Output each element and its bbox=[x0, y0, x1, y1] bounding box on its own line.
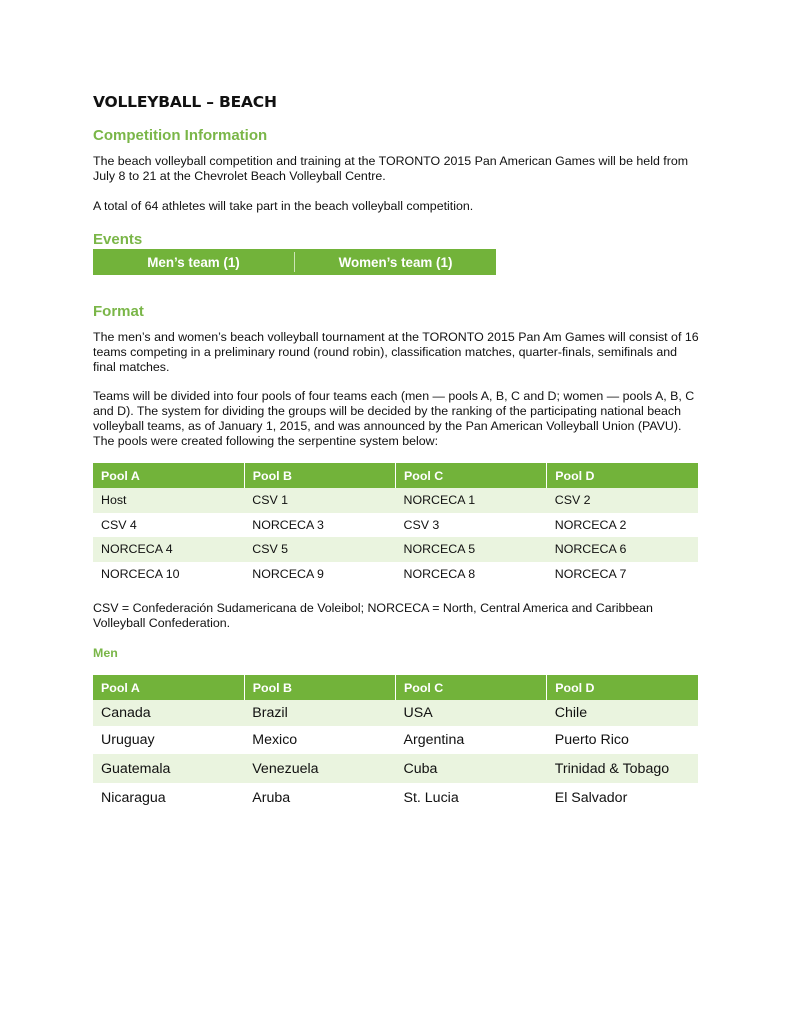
table-cell: NORCECA 6 bbox=[547, 537, 698, 562]
format-heading: Format bbox=[93, 303, 144, 320]
table-row bbox=[93, 537, 698, 562]
table-cell: Argentina bbox=[403, 732, 465, 748]
table-cell: NORCECA 2 bbox=[554, 517, 627, 532]
table-row bbox=[93, 513, 698, 538]
table-cell: Puerto Rico bbox=[554, 732, 629, 748]
table-cell: Venezuela bbox=[244, 754, 395, 783]
table-cell: Host bbox=[93, 488, 244, 513]
header-pool-c: Pool C bbox=[396, 675, 547, 700]
table-cell: NORCECA 1 bbox=[396, 488, 547, 513]
table-cell: Aruba bbox=[252, 789, 291, 806]
table-cell: Brazil bbox=[244, 700, 395, 726]
header-pool-b: Pool B bbox=[244, 463, 395, 488]
header-pool-d: Pool D bbox=[547, 675, 698, 700]
table-cell: USA bbox=[396, 700, 547, 726]
table-cell: NORCECA 8 bbox=[403, 566, 476, 581]
serpentine-table bbox=[93, 463, 698, 586]
table-row bbox=[93, 726, 698, 754]
table-cell: CSV 5 bbox=[244, 537, 395, 562]
table-cell: NORCECA 7 bbox=[554, 566, 627, 581]
table-cell: St. Lucia bbox=[403, 789, 459, 806]
header-pool-a: Pool A bbox=[93, 675, 244, 700]
competition-paragraph-2: A total of 64 athletes will take part in the beach volleyball competition. bbox=[93, 199, 474, 213]
event-mens-team: Men’s team (1) bbox=[147, 254, 240, 270]
competition-heading: Competition Information bbox=[93, 127, 268, 144]
table-cell: Nicaragua bbox=[101, 789, 166, 806]
table-cell: El Salvador bbox=[554, 789, 628, 806]
table-cell: Canada bbox=[93, 700, 244, 726]
table-cell: Chile bbox=[547, 700, 698, 726]
events-heading: Events bbox=[93, 231, 143, 248]
header-pool-b: Pool B bbox=[244, 675, 395, 700]
men-pools-table bbox=[93, 675, 698, 812]
men-label: Men bbox=[93, 646, 118, 660]
table-cell: CSV 2 bbox=[547, 488, 698, 513]
table-cell: NORCECA 9 bbox=[252, 566, 324, 581]
event-womens-team: Women’s team (1) bbox=[338, 254, 453, 270]
competition-paragraph-1: The beach volleyball competition and training at the TORONTO 2015 Pan American Games will be held from July 8 to 21 at the Chevrolet Beach Volleyball Centre. bbox=[93, 154, 689, 183]
table-cell: Trinidad & Tobago bbox=[547, 754, 698, 783]
abbreviation-footnote: CSV = Confederación Sudamericana de Voleibol; NORCECA = North, Central America and Caribbean Volleyball Confederation. bbox=[93, 601, 653, 630]
table-cell: Mexico bbox=[252, 732, 298, 748]
page-title: VOLLEYBALL – BEACH bbox=[93, 93, 277, 111]
table-row bbox=[93, 700, 698, 726]
table-row bbox=[93, 783, 698, 812]
header-pool-a: Pool A bbox=[93, 463, 244, 488]
format-paragraph-2: Teams will be divided into four pools of four teams each (men — pools A, B, C and D; women — pools A, B, C and D). The system for dividing the groups will be decided by the ranking of the participating national beach volleyball teams, as of January 1, 2015, and was announced by the Pan American Volleyball Union (PAVU). The pools were created following the serpentine system below: bbox=[93, 389, 695, 448]
header-pool-c: Pool C bbox=[396, 463, 547, 488]
header-pool-d: Pool D bbox=[547, 463, 698, 488]
table-cell: NORCECA 5 bbox=[396, 537, 547, 562]
table-cell: Guatemala bbox=[93, 754, 244, 783]
table-cell: NORCECA 4 bbox=[93, 537, 244, 562]
table-header-row bbox=[93, 675, 698, 700]
table-cell: Uruguay bbox=[101, 732, 155, 748]
table-cell: CSV 3 bbox=[403, 517, 440, 532]
table-cell: CSV 1 bbox=[244, 488, 395, 513]
events-bar bbox=[93, 249, 496, 275]
table-cell: Cuba bbox=[396, 754, 547, 783]
table-header-row bbox=[93, 463, 698, 488]
table-row bbox=[93, 562, 698, 587]
table-cell: CSV 4 bbox=[101, 517, 137, 532]
table-cell: NORCECA 10 bbox=[101, 566, 180, 581]
table-row bbox=[93, 488, 698, 513]
table-cell: NORCECA 3 bbox=[252, 517, 324, 532]
format-paragraph-1: The men’s and women’s beach volleyball tournament at the TORONTO 2015 Pan Am Games will consist of 16 teams competing in a preliminary round (round robin), classification matches, quarter-finals, semifinals and final matches. bbox=[93, 330, 699, 374]
table-row bbox=[93, 754, 698, 783]
